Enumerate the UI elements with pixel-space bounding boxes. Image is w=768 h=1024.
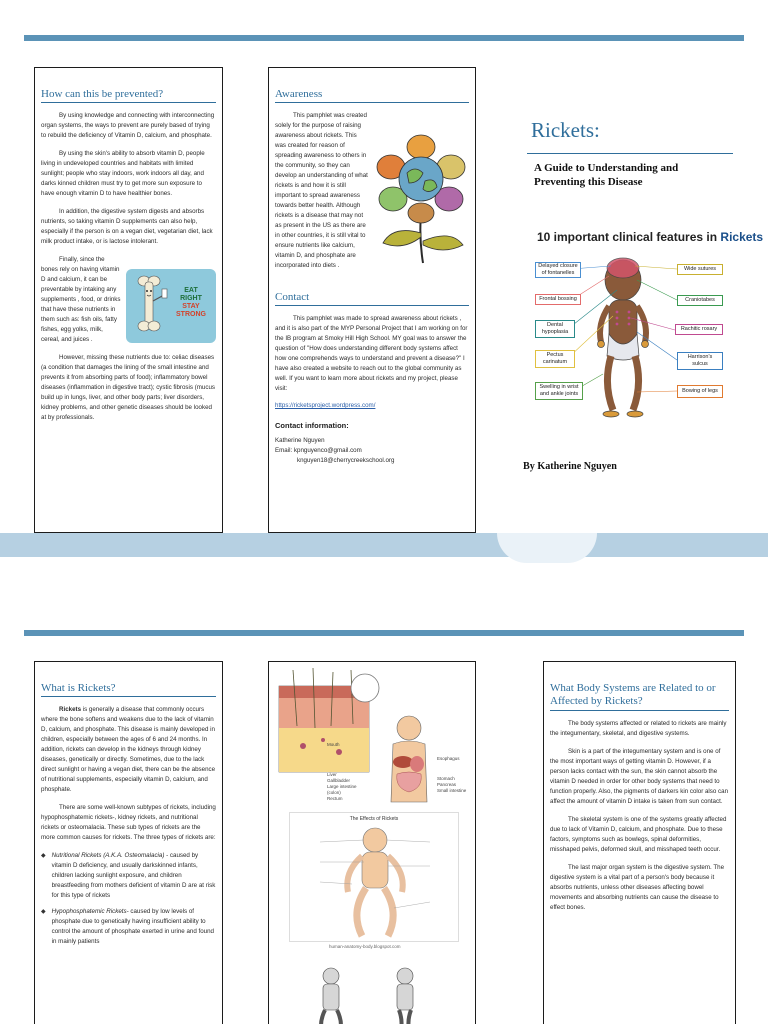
what-is-p1-text: is generally a disease that commonly occurs where the bone softens and weakens due to the lack of vitamin D, calcium, and phosphate. This disease is mainly developed in children, especially between the ages of 6 and 24 months. In addition, rickets can develop in the kidneys through kidney diseases, genetically or directly. Sometimes, due to the lack direct sunlight or having a vegan diet, there can be the absence of nutritional supplements, especially vitamin D, calcium, and phosphate.	[41, 706, 216, 793]
prevention-p3: In addition, the digestive system digests and absorbs nutrients, so taking vitamin D supplements can also help, especially if the person is on a vegan diet, vegetarian diet, lack milk product intake, or is lactose intolerant.	[41, 208, 213, 245]
label-mouth: Mouth	[327, 742, 340, 747]
contact-heading: Contact	[275, 291, 469, 306]
label-large-intestine: Large intestine (colon)	[327, 784, 357, 795]
feature-wide-sutures: Wide sutures	[677, 264, 723, 275]
label-liver: Liver	[327, 772, 337, 777]
what-is-panel	[34, 661, 223, 1024]
body-systems-p4: The last major organ system is the digestive system. The digestive system is a vital part of a person's body because it absorbs nutrients, unless other diseases affecting bowel movements and absorbing nutrients can cause the disease to effect bones.	[550, 864, 725, 911]
label-pancreas: Pancreas	[437, 782, 457, 787]
cover-author: By Katherine Nguyen	[523, 460, 617, 472]
features-figure	[527, 224, 764, 432]
badge-eat: EAT	[184, 287, 198, 294]
top-rule-2	[24, 630, 744, 636]
what-is-p2: There are some well-known subtypes of rickets, including hypophosphatemic rickets-, kidney rickets, and nutritional rickets or osteomalacia. These sub types of rickets are the more common causes for rickets. The three types of rickets are:	[41, 804, 216, 841]
badge-stay: STAY	[182, 303, 200, 310]
website-link[interactable]: https://ricketsproject.wordpress.com/	[275, 402, 376, 409]
prevention-heading: How can this be prevented?	[41, 88, 216, 103]
cover-title-rule	[527, 153, 733, 154]
what-is-p1	[41, 705, 216, 795]
cover-title: Rickets:	[531, 118, 600, 142]
feature-bowing-legs: Bowing of legs	[677, 385, 723, 398]
body-systems-p3: The skeletal system is one of the systems greatly affected due to lack of Vitamin D, calcium, and phosphate. Due to these factors, symptoms such as bowlegs, spinal deformities, misshaped pelvis, deformed skull, and misshaped teeth occur.	[550, 816, 727, 853]
feature-pectus-carinatum: Pectus carinatum	[535, 350, 575, 368]
awareness-panel	[268, 67, 476, 533]
awareness-heading: Awareness	[275, 88, 469, 103]
top-rule-1	[24, 35, 744, 41]
feature-harrisons-sulcus: Harrison's sulcus	[677, 352, 723, 370]
leg-comparison-image	[293, 962, 453, 1024]
globe-flower-image	[373, 133, 469, 265]
anatomy-panel	[268, 661, 476, 1024]
blue-strip-1	[0, 533, 768, 557]
feature-rachitic-rosary: Rachitic rosary	[675, 324, 723, 335]
feature-dental-hypoplasia: Dental hypoplasia	[535, 320, 575, 338]
diamond-bullet-icon: ◆	[41, 853, 46, 859]
body-systems-panel	[543, 661, 736, 1024]
prevention-p5: However, missing these nutrients due to: celiac diseases (a condition that damages the lining of the small intestine and prevents it from absorbing parts of food); inflammatory bowel diseases (inflammation in digestive tract); cystic fibrosis (mucus build up in lungs, liver, and other body parts; liver disorders, kidney problems, and other genetic diseases should be looked at by professionals.	[41, 354, 215, 421]
anatomy-credit: human-anatomy-body.blogspot.com	[329, 944, 401, 949]
cover-subtitle: A Guide to Understanding and Preventing this Disease	[534, 162, 679, 188]
bullet-hypophosphatemic	[41, 907, 216, 947]
contact-email-2[interactable]: knguyen18@cherrycreekschool.org	[297, 457, 395, 464]
effects-figure	[289, 812, 459, 942]
digestive-labels-left	[327, 742, 357, 802]
child-skeleton-illustration	[290, 822, 460, 940]
label-small-intestine: Small intestine	[437, 788, 467, 793]
rickets-bold-term: Rickets	[59, 706, 82, 713]
label-esophagus: Esophagus	[437, 756, 460, 761]
label-rectum: Rectum	[327, 796, 343, 801]
awareness-p1: This pamphlet was created solely for the purpose of raising awareness about rickets. This was created for reason of spreading awareness to others in the community, so they can develop an understanding of what rickets is and how it is still important to spread awareness towards better health. Although rickets is a disease that may not as present in the US as there are in other countries, it is still vital to ensure nutrients like calcium, vitamin D, and phosphate are incorporated into diets .	[275, 112, 368, 269]
body-systems-heading: What Body Systems are Related to or Affected by Rickets?	[550, 682, 729, 711]
bullet-nutritional-title: Nutritional Rickets (A.K.A. Osteomalacia)	[51, 852, 165, 859]
bullet-nutritional-text: - caused by vitamin D deficiency, and usually darkskinned infants, children lacking sunlight exposure, and children breastfeeding from mothers deficient of vitamin D are at risk for this type of rickets	[51, 852, 216, 899]
bullet-hypophosphatemic-title: Hypophosphatemic Rickets-	[51, 908, 129, 915]
contact-name: Katherine Nguyen	[275, 437, 325, 444]
contact-email[interactable]: Email: kpnguyenco@gmail.com	[275, 447, 362, 454]
label-stomach: Stomach	[437, 776, 455, 781]
feature-craniotabes: Craniotabes	[677, 295, 723, 306]
feature-swelling-joints: Swelling in wrist and ankle joints	[535, 382, 583, 400]
bowl-decoration	[497, 533, 597, 563]
prevention-p2: By using the skin's ability to absorb vitamin D, people living in undeveloped countries and habitats with limited sunlight; people who stay indoors, work indoors all day, and darks kinned children must try to get more sun exposure to have enough vitamin D to have healthier bones.	[41, 150, 205, 197]
features-title-text: 10 important clinical features in	[537, 230, 718, 244]
body-systems-p1: The body systems affected or related to rickets are mainly the integumentary, skeletal, and digestive systems.	[550, 720, 727, 737]
bullet-nutritional	[41, 851, 216, 901]
badge-right: RIGHT	[180, 295, 202, 302]
contact-info-label: Contact information:	[275, 421, 349, 430]
bullet-hypophosphatemic-text: caused by low levels of phosphate due to genetically having insufficient ability to control the amount of phosphate exerted in urine and found in mainly patients	[51, 908, 214, 945]
prevention-p4: Finally, since the bones rely on having vitamin D and calcium, it can be preventable by intaking any supplements , food, or drinks that have these nutrients in them such as: fish oils, fatty fishes, egg yolks, milk, cereal, and juices .	[41, 256, 121, 343]
contact-p1: This pamphlet was made to spread awareness about rickets , and it is also part of the MYP Personal Project that I am working on for the IB program at Smoky Hill High School. MY goal was to answer the question of "How does understanding different body systems affect how one comprehends ways to understand and prevent a disease?" I have also created a website to reach out to the global community as well. If you want to learn more about rickets and my project, please visit:	[275, 315, 468, 392]
eat-right-badge	[126, 269, 216, 343]
prevention-panel	[34, 67, 223, 533]
body-systems-p2: Skin is a part of the integumentary system and is one of the most important ways of getting vitamin D. However, if a person lacks contact with the sun, the skin cannot absorb the vitamin D needed in order for other body systems that need to function properly. Also, the pigments of darkers kin color also can affect the amount of vitamin D intake is taken from sun contact.	[550, 748, 729, 805]
effects-title: The Effects of Rickets	[349, 816, 399, 822]
label-gallbladder: Gallbladder	[327, 778, 351, 783]
what-is-heading: What is Rickets?	[41, 682, 216, 697]
digestive-labels-right	[437, 756, 466, 794]
feature-delayed-closure: Delayed closure of fontanelles	[535, 262, 581, 278]
prevention-p1: By using knowledge and connecting with interconnecting organ systems, the ways to prevent are purely based of trying to rebuild the deficiency of Vitamin D, calcium, and phosphate.	[41, 112, 215, 139]
features-title-rickets: Rickets	[720, 230, 764, 244]
diamond-bullet-icon: ◆	[41, 909, 46, 915]
badge-strong: STRONG	[176, 311, 206, 318]
feature-frontal-bossing: Frontal bossing	[535, 294, 581, 305]
